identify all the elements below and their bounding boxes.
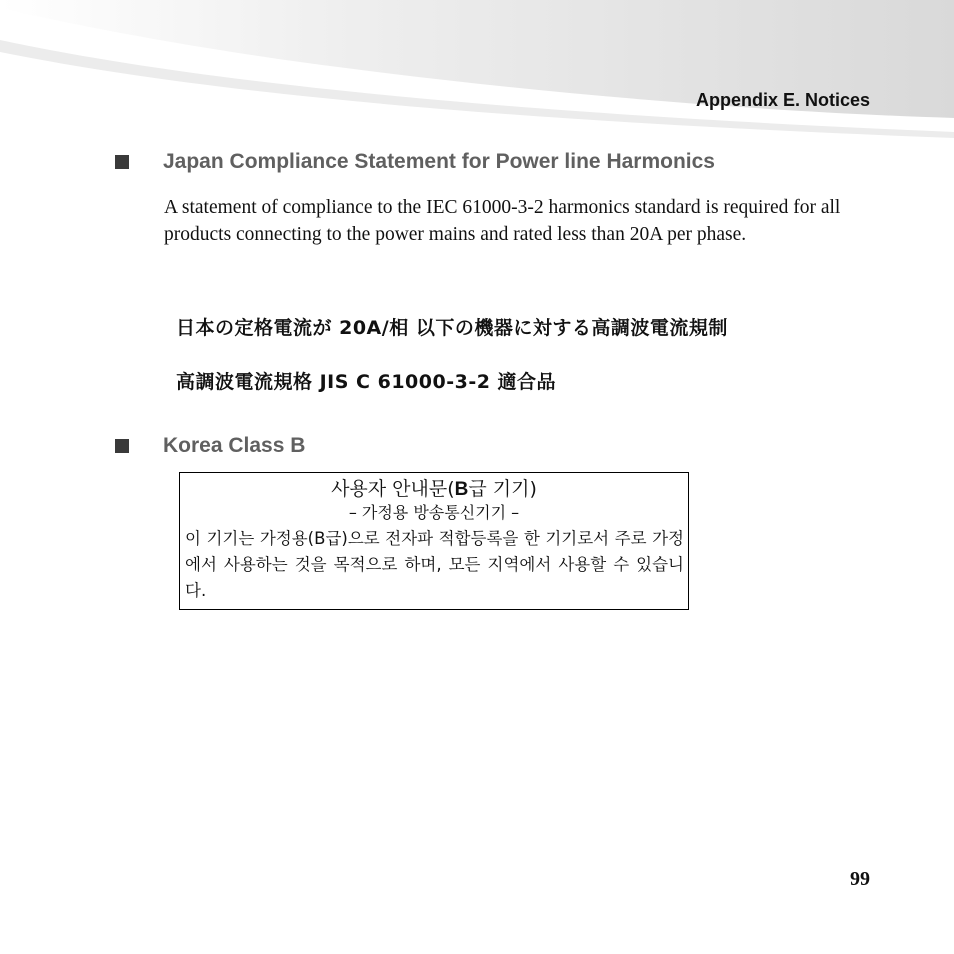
section-heading-korea (115, 434, 305, 458)
section-heading-text: Japan Compliance Statement for Power line Harmonics (163, 150, 715, 173)
japan-compliance-paragraph: A statement of compliance to the IEC 61000-3-2 harmonics standard is required for all products connecting to the power mains and rated less than 20A per phase. (164, 197, 841, 245)
korea-notice-title (180, 477, 688, 502)
square-bullet-icon (115, 155, 129, 169)
section-heading-japan (115, 150, 715, 174)
header-swoosh-graphic (0, 0, 954, 140)
korea-notice-subtitle: – 가정용 방송통신기기 – (348, 503, 520, 522)
japanese-statement-line-2: 高調波電流規格 JIS C 61000-3-2 適合品 (176, 371, 557, 393)
section-heading-text: Korea Class B (163, 434, 306, 457)
square-bullet-icon (115, 439, 129, 453)
korea-notice-title-class: B (454, 479, 469, 500)
japanese-statement-line-1: 日本の定格電流が 20A/相 以下の機器に対する高調波電流規制 (176, 317, 728, 339)
korea-notice-title-pre: 사용자 안내문( (331, 478, 455, 500)
korea-notice-box (179, 472, 689, 610)
running-head: Appendix E. Notices (695, 90, 870, 110)
korea-notice-body: 이 기기는 가정용(B급)으로 전자파 적합등록을 한 기기로서 주로 가정에서 사용하는 것을 목적으로 하며, 모든 지역에서 사용할 수 있습니다. (185, 529, 684, 600)
korea-notice-title-post: 급 기기) (468, 478, 537, 500)
page-number: 99 (850, 868, 870, 890)
